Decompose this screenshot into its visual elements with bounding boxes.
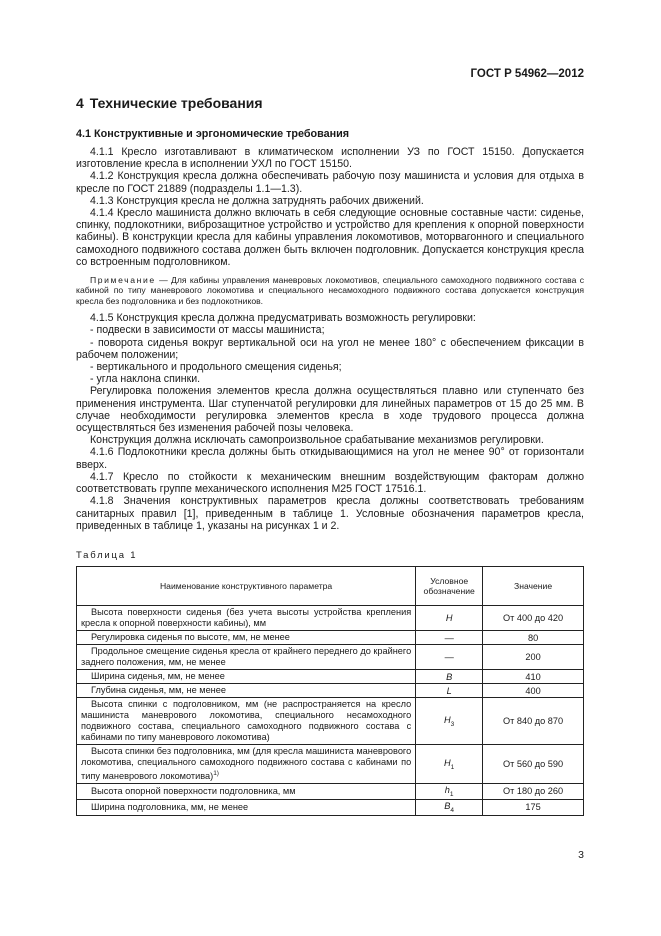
param-value: От 560 до 590 [483,745,584,784]
section-title: Технические требования [89,95,263,111]
param-value: 175 [483,799,584,815]
header-symbol: Условное обозначение [416,567,483,606]
note-label: Примечание [90,275,156,286]
table-row [77,784,584,800]
symbol-text: B [446,671,453,682]
param-name-text: Продольное смещение сиденья кресла от крайнего переднего до крайнего заднего положения, мм, не менее [81,646,412,667]
table-row [77,645,584,670]
param-symbol [416,645,483,670]
body-text [76,146,584,532]
table-row [77,670,584,684]
param-symbol [416,784,483,800]
paragraph-4-1-1: 4.1.1 Кресло изготавливают в климатическом исполнении УЗ по ГОСТ 15150. Допускается изготовление кресла в исполнении УХЛ по ГОСТ 15150. [76,146,584,171]
regulation-paragraph: Регулировка положения элементов кресла должна осуществляться плавно или ступенчато без применения инструмента. Шаг ступенчатой регулировки для линейных параметров от 15 до 25 мм. В случае необходимости регулировка элементов кресла в ходе трудового процесса должна осуществляться без изменения рабочей позы человека. [76,385,584,435]
param-symbol [416,606,483,631]
symbol-text: B [444,800,451,811]
param-name [77,631,416,645]
paragraph-4-1-4: 4.1.4 Кресло машиниста должно включать в себя следующие основные составные части: сиденье, спинку, подлокотники, виброзащитное устройство и устройство для крепления к опорной поверхности кабины). В конструкции кресла для кабины управления локомотивов, моторвагонного и специального самоходного подвижного состава должен быть включен подголовник. Допускается конструкция кресла со встроенным подголовником. [76,207,584,268]
table-row [77,745,584,784]
param-name-text: Высота опорной поверхности подголовника, мм [91,785,296,796]
symbol-text: — [444,652,454,662]
section-number: 4 [76,95,84,111]
param-name-text: Высота спинки без подголовника, мм (для кресла машиниста маневрового локомотива, специального самоходного подвижного состава с кабинами по типу маневрового локомотива) [81,746,412,782]
table-row [77,606,584,631]
symbol-text: h [444,785,450,796]
paragraph-4-1-2: 4.1.2 Конструкция кресла должна обеспечивать рабочую позу машиниста и условия для отдыха в кресле по ГОСТ 21889 (подразделы 1.1—1.3). [76,170,584,195]
param-name-text: Ширина подголовника, мм, не менее [91,801,249,812]
table-row [77,684,584,698]
parameters-table [76,566,584,816]
symbol-text: — [444,632,454,643]
param-symbol [416,799,483,815]
bullet-item: - вертикального и продольного смещения сиденья; [90,361,342,374]
symbol-text: L [446,685,452,696]
param-value: 80 [483,631,584,645]
param-name [77,799,416,815]
note [76,275,584,306]
symbol-subscript: 1 [450,763,455,771]
param-name [77,745,416,784]
param-name [77,606,416,631]
header-name: Наименование конструктивного параметра [77,567,416,606]
bullet-item: - поворота сиденья вокруг вертикальной оси на угол не менее 180° с обеспечением фиксации в рабочем положении; [76,336,584,361]
bullet-item: - угла наклона спинки. [90,373,201,386]
paragraph-4-1-3: 4.1.3 Конструкция кресла не должна затруднять рабочих движений. [90,194,424,207]
param-name-text: Высота поверхности сиденья (без учета высоты устройства крепления кресла к опорной поверхности кабины), мм [81,607,412,628]
param-value: 200 [483,645,584,670]
param-value: От 400 до 420 [483,606,584,631]
paragraph-4-1-8: 4.1.8 Значения конструктивных параметров кресла должны соответствовать требованиям санитарных правил [1], приведенным в таблице 1. Условные обозначения параметров кресла, приведенных в таблице 1, указаны на рисунках 1 и 2. [76,495,584,532]
param-value: От 180 до 260 [483,784,584,800]
table-caption: Таблица 1 [76,550,138,561]
table-row [77,631,584,645]
header-value: Значение [483,567,584,606]
table-row [77,799,584,815]
subsection-heading: 4.1 Конструктивные и эргономические требования [76,128,350,140]
param-name-text: Регулировка сиденья по высоте, мм, не менее [91,632,290,642]
param-symbol [416,698,483,745]
paragraph-4-1-7: 4.1.7 Кресло по стойкости к механическим внешним воздействующим факторам должно соответствовать группе механического исполнения М25 ГОСТ 17516.1. [76,470,584,496]
footnote-marker: 1) [213,770,219,777]
param-name [77,670,416,684]
param-symbol [416,684,483,698]
symbol-subscript: 3 [450,720,455,728]
param-name [77,698,416,745]
param-name-text: Высота спинки с подголовником, мм (не распространяется на кресло машиниста маневрового локомотива, специального несамоходного подвижного состава, специального самоходного подвижного состава с кабинами по типу маневрового локомотива) [81,699,412,742]
page-number: 3 [578,849,584,861]
symbol-text: H [444,757,451,768]
symbol-subscript: 4 [450,806,455,814]
param-name [77,684,416,698]
param-name-text: Ширина сиденья, мм, не менее [91,671,225,681]
bullet-item: - подвески в зависимости от массы машиниста; [90,324,325,337]
param-value: 400 [483,684,584,698]
paragraph-4-1-5: 4.1.5 Конструкция кресла должна предусматривать возможность регулировки: [90,312,476,325]
note-text: — Для кабины управления маневровых локомотивов, специального самоходного подвижного состава с кабиной по типу маневрового локомотива и специального несамоходного подвижного состава допускается конструкция кресла без подголовника и без подлокотников. [76,275,584,306]
symbol-text: H [444,714,451,725]
standard-header: ГОСТ Р 54962—2012 [470,68,584,80]
param-symbol [416,670,483,684]
symbol-subscript: 1 [449,790,454,798]
param-value: 410 [483,670,584,684]
param-value: От 840 до 870 [483,698,584,745]
param-symbol [416,631,483,645]
paragraph-4-1-6: 4.1.6 Подлокотники кресла должны быть откидывающимися на угол не менее 90° от горизонтали вверх. [76,446,584,471]
table-row [77,698,584,745]
param-symbol [416,745,483,784]
param-name [77,645,416,670]
param-name [77,784,416,800]
section-heading [76,95,269,111]
regulation-paragraph: Конструкция должна исключать самопроизвольное срабатывание механизмов регулировки. [90,434,544,447]
symbol-text: H [445,613,453,623]
param-name-text: Глубина сиденья, мм, не менее [91,685,226,695]
table-header-row [77,567,584,606]
